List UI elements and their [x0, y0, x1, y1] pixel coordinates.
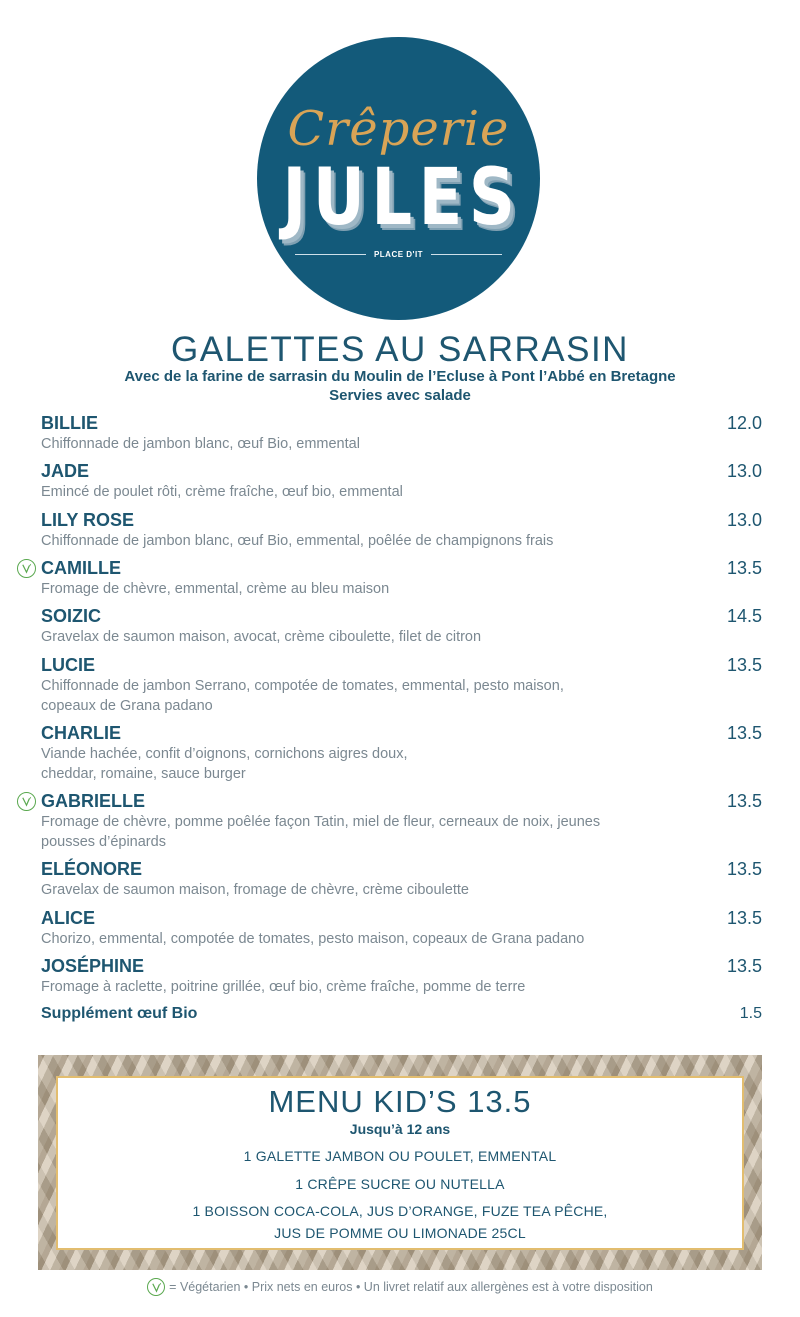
item-price: 13.5 — [726, 859, 762, 879]
item-name: JOSÉPHINE — [41, 956, 145, 976]
kids-menu-line: 1 CRÊPE SUCRE OU NUTELLA — [295, 1176, 505, 1192]
kids-menu-line: 1 GALETTE JAMBON OU POULET, EMMENTAL — [243, 1148, 557, 1164]
logo-name-text: JULES — [282, 153, 522, 243]
item-price: 13.5 — [726, 908, 762, 928]
item-price: 13.5 — [726, 956, 762, 976]
item-description: Fromage de chèvre, pomme poêlée façon Tatin, miel de fleur, cerneaux de noix, jeunes pousses d’épinards — [41, 814, 601, 850]
item-price: 13.5 — [726, 558, 762, 578]
supplement-name: Supplément œuf Bio — [41, 1005, 198, 1022]
vegetarian-icon — [147, 1278, 165, 1296]
section-subtitle-origin: Avec de la farine de sarrasin du Moulin de l’Ecluse à Pont l’Abbé en Bretagne — [124, 368, 676, 385]
item-price: 14.5 — [726, 606, 762, 626]
item-price: 13.0 — [726, 510, 762, 530]
item-name: SOIZIC — [41, 606, 102, 626]
item-description: Chiffonnade de jambon blanc, œuf Bio, emmental — [41, 436, 360, 452]
item-description: Viande hachée, confit d’oignons, cornichons aigres doux, cheddar, romaine, sauce burger — [41, 746, 408, 782]
item-description: Gravelax de saumon maison, fromage de chèvre, crème ciboulette — [41, 882, 469, 898]
item-name: JADE — [41, 461, 90, 481]
item-description: Gravelax de saumon maison, avocat, crème ciboulette, filet de citron — [41, 629, 482, 645]
kids-menu-title: MENU KID’S 13.5 — [268, 1084, 532, 1119]
section-subtitle-salad: Servies avec salade — [329, 387, 471, 404]
item-price: 13.5 — [726, 791, 762, 811]
logo-script-text: Crêperie — [287, 101, 510, 157]
logo-place-text: PLACE D'IT — [373, 249, 424, 259]
kids-menu-line: 1 BOISSON COCA-COLA, JUS D’ORANGE, FUZE TEA PÊCHE, — [192, 1203, 608, 1219]
item-name: LILY ROSE — [41, 510, 135, 530]
item-description: Emincé de poulet rôti, crème fraîche, œuf bio, emmental — [41, 484, 403, 500]
item-name: GABRIELLE — [41, 791, 146, 811]
item-name: CAMILLE — [41, 558, 121, 578]
item-description: Fromage de chèvre, emmental, crème au bleu maison — [41, 581, 390, 597]
logo-place-rule — [295, 247, 502, 261]
kids-menu-box — [56, 1076, 744, 1250]
item-price: 13.5 — [726, 655, 762, 675]
item-price: 12.0 — [726, 413, 762, 433]
vegetarian-icon — [17, 559, 36, 578]
restaurant-logo — [257, 37, 540, 320]
item-description: Fromage à raclette, poitrine grillée, œuf bio, crème fraîche, pomme de terre — [41, 979, 526, 995]
divider — [295, 254, 366, 255]
supplement-price: 1.5 — [739, 1005, 762, 1022]
footer-text: = Végétarien • Prix nets en euros • Un livret relatif aux allergènes est à votre disposition — [169, 1280, 653, 1294]
item-name: LUCIE — [41, 655, 95, 675]
item-price: 13.0 — [726, 461, 762, 481]
item-name: BILLIE — [41, 413, 98, 433]
item-name: ALICE — [41, 908, 95, 928]
divider — [431, 254, 502, 255]
item-name: CHARLIE — [41, 723, 121, 743]
item-price: 13.5 — [726, 723, 762, 743]
kids-menu-line: JUS DE POMME OU LIMONADE 25CL — [274, 1225, 526, 1241]
vegetarian-icon — [17, 792, 36, 811]
item-description: Chiffonnade de jambon blanc, œuf Bio, emmental, poêlée de champignons frais — [41, 533, 554, 549]
item-description: Chiffonnade de jambon Serrano, compotée de tomates, emmental, pesto maison, copeaux de Grana padano — [41, 678, 564, 714]
item-name: ELÉONORE — [41, 859, 143, 879]
footer-note — [0, 1278, 800, 1296]
kids-menu-subtitle: Jusqu’à 12 ans — [349, 1121, 451, 1137]
item-description: Chorizo, emmental, compotée de tomates, pesto maison, copeaux de Grana padano — [41, 931, 585, 947]
section-title: GALETTES AU SARRASIN — [171, 330, 629, 369]
